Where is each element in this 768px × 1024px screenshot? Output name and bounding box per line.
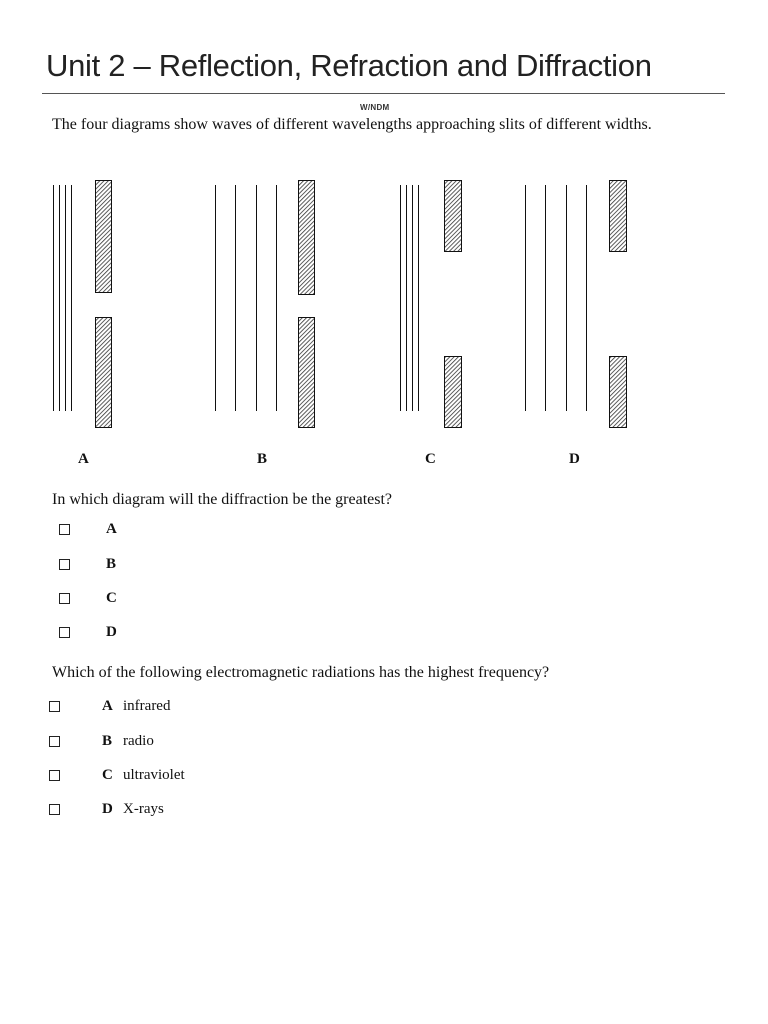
- q2-option-a[interactable]: [49, 696, 249, 716]
- checkbox[interactable]: [49, 701, 60, 712]
- barrier-a-top: [96, 181, 112, 293]
- option-text: X-rays: [123, 800, 164, 817]
- wavefronts-b: [216, 185, 277, 411]
- diagram-label-a: A: [78, 451, 89, 467]
- question-1-prompt: In which diagram will the diffraction be the greatest?: [52, 491, 393, 508]
- option-letter: C: [106, 589, 117, 606]
- q2-option-b[interactable]: [49, 731, 249, 751]
- option-text: radio: [123, 732, 154, 749]
- barrier-c-top: [445, 181, 462, 252]
- q1-option-c[interactable]: [59, 588, 179, 608]
- diagram-c: [401, 181, 462, 428]
- diagram-label-c: C: [425, 451, 436, 467]
- barrier-b-top: [299, 181, 315, 295]
- option-letter: C: [102, 766, 113, 783]
- option-letter: A: [102, 697, 113, 714]
- diagram-a: [54, 181, 112, 428]
- option-letter: B: [102, 732, 113, 749]
- option-letter: D: [106, 623, 117, 640]
- barrier-d-bottom: [610, 357, 627, 428]
- checkbox[interactable]: [59, 627, 70, 638]
- barrier-c-bottom: [445, 357, 462, 428]
- barrier-a-bottom: [96, 318, 112, 428]
- option-letter: A: [106, 520, 117, 537]
- checkbox[interactable]: [59, 559, 70, 570]
- barrier-d-top: [610, 181, 627, 252]
- q2-option-d[interactable]: [49, 799, 249, 819]
- option-text: ultraviolet: [123, 766, 185, 783]
- barrier-b-bottom: [299, 318, 315, 428]
- q2-option-c[interactable]: [49, 765, 249, 785]
- q1-option-d[interactable]: [59, 622, 179, 642]
- diagram-label-d: D: [569, 451, 580, 467]
- diagram-b: [216, 181, 315, 428]
- diagram-label-b: B: [257, 451, 268, 467]
- checkbox[interactable]: [59, 524, 70, 535]
- page-title: Unit 2 – Reflection, Refraction and Diffraction: [46, 48, 652, 83]
- checkbox[interactable]: [49, 736, 60, 747]
- q1-option-a[interactable]: [59, 519, 179, 539]
- option-letter: D: [102, 800, 113, 817]
- checkbox[interactable]: [49, 804, 60, 815]
- checkbox[interactable]: [59, 593, 70, 604]
- title-divider: [42, 93, 725, 94]
- question-1-intro: The four diagrams show waves of different wavelengths approaching slits of different widths.: [52, 116, 652, 133]
- header-stamp: W/NDM: [360, 103, 390, 112]
- wavefronts-a: [54, 185, 72, 411]
- option-text: infrared: [123, 697, 171, 714]
- q1-option-b[interactable]: [59, 554, 179, 574]
- wavefronts-c: [401, 185, 419, 411]
- question-2-prompt: Which of the following electromagnetic radiations has the highest frequency?: [52, 664, 550, 681]
- checkbox[interactable]: [49, 770, 60, 781]
- wavefronts-d: [526, 185, 587, 411]
- option-letter: B: [106, 555, 117, 572]
- diagram-d: [526, 181, 627, 428]
- wave-slit-diagrams: [0, 170, 768, 440]
